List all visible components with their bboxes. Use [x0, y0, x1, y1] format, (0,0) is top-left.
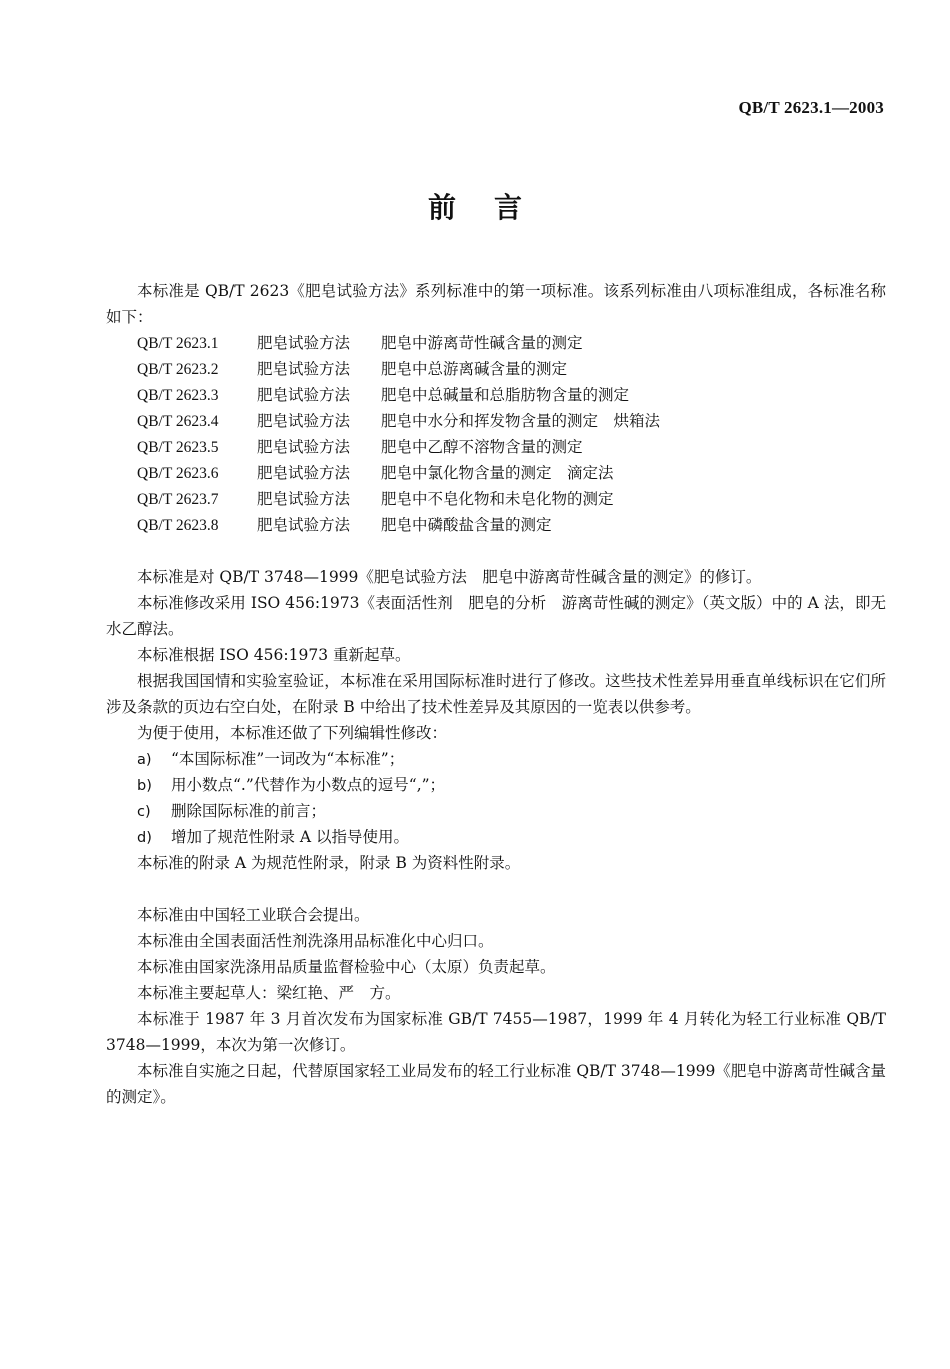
series-item-series: 肥皂试验方法 — [257, 438, 351, 456]
series-item — [106, 356, 886, 382]
revision-paragraph: 本标准是对 QB/T 3748—1999《肥皂试验方法 肥皂中游离苛性碱含量的测定》的修订。 — [137, 568, 762, 586]
series-item-series: 肥皂试验方法 — [257, 516, 351, 534]
series-item — [106, 408, 886, 434]
editorial-changes-intro: 为便于使用，本标准还做了下列编辑性修改： — [137, 724, 448, 742]
series-item-part: 肥皂中磷酸盐含量的测定 — [381, 516, 552, 534]
list-marker: c) — [137, 804, 151, 820]
series-item-part: 肥皂中总游离碱含量的测定 — [381, 360, 568, 378]
series-item — [106, 512, 886, 538]
history-paragraph: 本标准于 1987 年 3 月首次发布为国家标准 GB/T 7455—1987，1999 年 4 月转化为轻工行业标准 QB/T 3748—1999，本次为第一次修订。 — [106, 1010, 886, 1054]
technical-deviation-paragraph: 根据我国国情和实验室验证，本标准在采用国际标准时进行了修改。这些技术性差异用垂直单线标识在它们所涉及条款的页边右空白处，在附录 B 中给出了技术性差异及其原因的一览表以供参考。 — [106, 672, 886, 716]
series-item-code: QB/T 2623.1 — [137, 335, 219, 352]
series-item-part: 肥皂中不皂化物和未皂化物的测定 — [381, 490, 614, 508]
foreword-body — [106, 278, 886, 1110]
centralized-by-paragraph: 本标准由全国表面活性剂洗涤用品标准化中心归口。 — [137, 932, 494, 950]
series-item — [106, 330, 886, 356]
series-item-part: 肥皂中总碱量和总脂肪物含量的测定 — [381, 386, 630, 404]
series-item — [106, 486, 886, 512]
series-item — [106, 434, 886, 460]
list-marker: a) — [137, 752, 152, 768]
series-item-series: 肥皂试验方法 — [257, 490, 351, 508]
series-item-code: QB/T 2623.7 — [137, 491, 219, 508]
series-item-code: QB/T 2623.8 — [137, 517, 219, 534]
editorial-change-item — [106, 772, 886, 798]
series-item-part: 肥皂中乙醇不溶物含量的测定 — [381, 438, 583, 456]
series-item — [106, 460, 886, 486]
series-item-code: QB/T 2623.2 — [137, 361, 219, 378]
series-item-series: 肥皂试验方法 — [257, 334, 351, 352]
series-item-series: 肥皂试验方法 — [257, 386, 351, 404]
series-item-code: QB/T 2623.5 — [137, 439, 219, 456]
section-gap — [106, 538, 886, 564]
editorial-change-text: 增加了规范性附录 A 以指导使用。 — [171, 828, 410, 846]
list-marker: d) — [137, 830, 152, 846]
editorial-change-text: 用小数点“.”代替作为小数点的逗号“,”； — [171, 776, 446, 794]
series-item-series: 肥皂试验方法 — [257, 464, 351, 482]
series-item-part: 肥皂中游离苛性碱含量的测定 — [381, 334, 583, 352]
editorial-change-item — [106, 798, 886, 824]
adoption-paragraph: 本标准修改采用 ISO 456:1973《表面活性剂 肥皂的分析 游离苛性碱的测定》（英文版）中的 A 法，即无水乙醇法。 — [106, 594, 886, 638]
proposer-paragraph: 本标准由中国轻工业联合会提出。 — [137, 906, 370, 924]
editorial-change-item — [106, 746, 886, 772]
drafters-paragraph: 本标准主要起草人：梁红艳、严 方。 — [137, 984, 401, 1002]
standard-code-header: QB/T 2623.1—2003 — [738, 98, 884, 117]
editorial-changes-list — [106, 746, 886, 850]
editorial-change-item — [106, 824, 886, 850]
series-item — [106, 382, 886, 408]
series-item-part: 肥皂中氯化物含量的测定 滴定法 — [381, 464, 614, 482]
intro-paragraph: 本标准是 QB/T 2623《肥皂试验方法》系列标准中的第一项标准。该系列标准由八项标准组成，各标准名称如下： — [106, 282, 886, 326]
series-item-series: 肥皂试验方法 — [257, 412, 351, 430]
section-gap — [106, 876, 886, 902]
redrafting-paragraph: 本标准根据 ISO 456:1973 重新起草。 — [137, 646, 411, 664]
page-title: 前言 — [427, 191, 560, 224]
annex-note: 本标准的附录 A 为规范性附录，附录 B 为资料性附录。 — [137, 854, 521, 872]
series-item-code: QB/T 2623.4 — [137, 413, 219, 430]
series-item-series: 肥皂试验方法 — [257, 360, 351, 378]
replacement-paragraph: 本标准自实施之日起，代替原国家轻工业局发布的轻工行业标准 QB/T 3748—1999《肥皂中游离苛性碱含量的测定》。 — [106, 1062, 886, 1106]
editorial-change-text: “本国际标准”一词改为“本标准”； — [171, 750, 405, 768]
series-item-part: 肥皂中水分和挥发物含量的测定 烘箱法 — [381, 412, 661, 430]
series-item-code: QB/T 2623.6 — [137, 465, 219, 482]
list-marker: b) — [137, 778, 152, 794]
drafting-org-paragraph: 本标准由国家洗涤用品质量监督检验中心（太原）负责起草。 — [137, 958, 556, 976]
editorial-change-text: 删除国际标准的前言； — [171, 802, 327, 820]
series-standard-list — [106, 330, 886, 538]
series-item-code: QB/T 2623.3 — [137, 387, 219, 404]
